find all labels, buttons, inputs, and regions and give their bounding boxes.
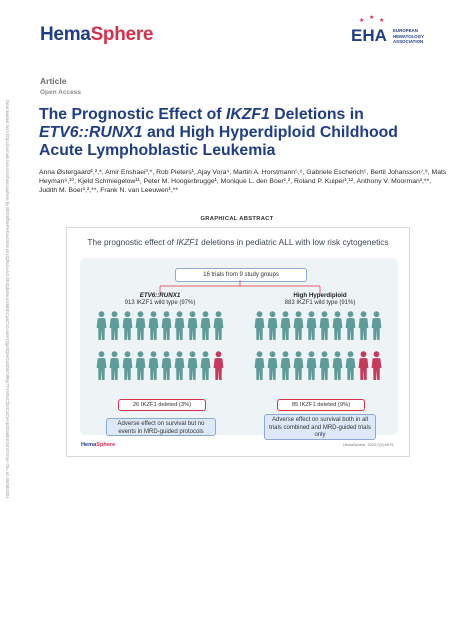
- person-wildtype-icon: [267, 311, 277, 337]
- person-deleted-icon: [371, 351, 381, 377]
- group-hyperdiploid-effect: Adverse effect on survival both in all trials combined and MRD-guided trials only: [264, 414, 376, 440]
- person-wildtype-icon: [254, 311, 264, 337]
- group-hyperdiploid-title: High Hyperdiploid: [293, 292, 347, 299]
- graphical-abstract-label: GRAPHICAL ABSTRACT: [200, 216, 274, 222]
- person-wildtype-icon: [148, 351, 158, 377]
- person-wildtype-icon: [371, 311, 381, 337]
- eha-logo: [339, 12, 444, 52]
- group-etv6-runx1-deleted: 26 IKZF1 deleted (3%): [118, 399, 206, 411]
- person-wildtype-icon: [187, 311, 197, 337]
- author-list: Anna Østergaard¹,²,*, Amir Enshaei³,*, Rob Pieters¹, Ajay Vora⁴, Martin A. Horstmann⁵,⁶, Gabriele Escherich⁵, Bertil Johansson⁷,⁸, Mats Heyman⁹,¹⁰, Kjeld Schmiegelow¹¹, Peter M. Hoogerbrugge¹, Monique L. den Boer¹,², Roland P. Kuiper¹,¹², Anthony V. Moorman³,**, Judith M. Boer¹,²,**, Frank N. van Leeuwen¹,**: [39, 169, 447, 195]
- person-wildtype-icon: [213, 311, 223, 337]
- person-wildtype-icon: [293, 351, 303, 377]
- journal-logo: HemaSphere: [40, 24, 154, 45]
- person-wildtype-icon: [96, 351, 106, 377]
- person-wildtype-icon: [187, 351, 197, 377]
- eha-subtitle: EUROPEAN HEMATOLOGY ASSOCIATION: [393, 28, 424, 44]
- person-wildtype-icon: [267, 351, 277, 377]
- person-deleted-icon: [358, 351, 368, 377]
- group-hyperdiploid-wildtype: 883 IKZF1 wild type (91%): [284, 300, 356, 306]
- person-wildtype-icon: [161, 311, 171, 337]
- person-wildtype-icon: [332, 351, 342, 377]
- person-wildtype-icon: [135, 311, 145, 337]
- group-hyperdiploid-deleted: 85 IKZF1 deleted (9%): [277, 399, 365, 411]
- article-type: Article: [40, 76, 67, 86]
- person-wildtype-icon: [122, 351, 132, 377]
- person-wildtype-icon: [135, 351, 145, 377]
- person-deleted-icon: [213, 351, 223, 377]
- person-wildtype-icon: [122, 311, 132, 337]
- trials-count-box: 16 trials from 9 study groups: [175, 268, 307, 282]
- person-wildtype-icon: [293, 311, 303, 337]
- group-etv6-runx1-figures: [96, 311, 226, 395]
- person-wildtype-icon: [96, 311, 106, 337]
- person-wildtype-icon: [254, 351, 264, 377]
- person-wildtype-icon: [200, 351, 210, 377]
- person-wildtype-icon: [319, 311, 329, 337]
- open-access-label: Open Access: [40, 89, 81, 96]
- person-wildtype-icon: [280, 311, 290, 337]
- download-notice: [2, 100, 16, 499]
- person-wildtype-icon: [174, 351, 184, 377]
- person-wildtype-icon: [200, 311, 210, 337]
- person-wildtype-icon: [174, 311, 184, 337]
- person-wildtype-icon: [109, 311, 119, 337]
- person-wildtype-icon: [280, 351, 290, 377]
- svg-text:★: ★: [379, 17, 385, 24]
- person-wildtype-icon: [109, 351, 119, 377]
- graphical-abstract: [66, 227, 410, 457]
- footer-citation: HemaSphere. 2023;7(3):e875.: [343, 443, 395, 447]
- group-etv6-runx1-wildtype: 913 IKZF1 wild type (97%): [124, 300, 196, 306]
- person-wildtype-icon: [345, 311, 355, 337]
- person-wildtype-icon: [358, 311, 368, 337]
- group-etv6-runx1-title: ETV6::RUNX1: [139, 292, 181, 299]
- svg-text:★: ★: [359, 17, 365, 24]
- download-notice-text: Downloaded from http://journals.lww.com/hemasphere by BhDMf5ePHKav1zEoum1tQfN4a+kJLhEZgbsIHo4XMi0hCywCX1AWnYQp/IlQrHD3i3D0OdRyi7TvSFl4Cf3VC4/OAVpDDa8KKGKV0Ymy+78= on 05/08/2024: [5, 100, 10, 499]
- person-wildtype-icon: [345, 351, 355, 377]
- graphical-abstract-heading: The prognostic effect of IKZF1 deletions in pediatric ALL with low risk cytogenetics: [87, 237, 389, 247]
- article-title: The Prognostic Effect of IKZF1 Deletions in ETV6::RUNX1 and High Hyperdiploid Childhood Acute Lymphoblastic Leukemia: [39, 106, 398, 159]
- group-hyperdiploid-figures: [254, 311, 384, 395]
- person-wildtype-icon: [319, 351, 329, 377]
- eha-wordmark: EHA: [351, 26, 387, 45]
- person-wildtype-icon: [148, 311, 158, 337]
- person-wildtype-icon: [306, 351, 316, 377]
- footer-journal-logo: HemaSphere: [81, 442, 116, 448]
- person-wildtype-icon: [332, 311, 342, 337]
- svg-text:★: ★: [369, 14, 375, 21]
- group-etv6-runx1-effect: Adverse effect on survival but no events in MRD-guided protocols: [106, 418, 216, 436]
- person-wildtype-icon: [161, 351, 171, 377]
- person-wildtype-icon: [306, 311, 316, 337]
- graphical-abstract-panel: [80, 258, 398, 439]
